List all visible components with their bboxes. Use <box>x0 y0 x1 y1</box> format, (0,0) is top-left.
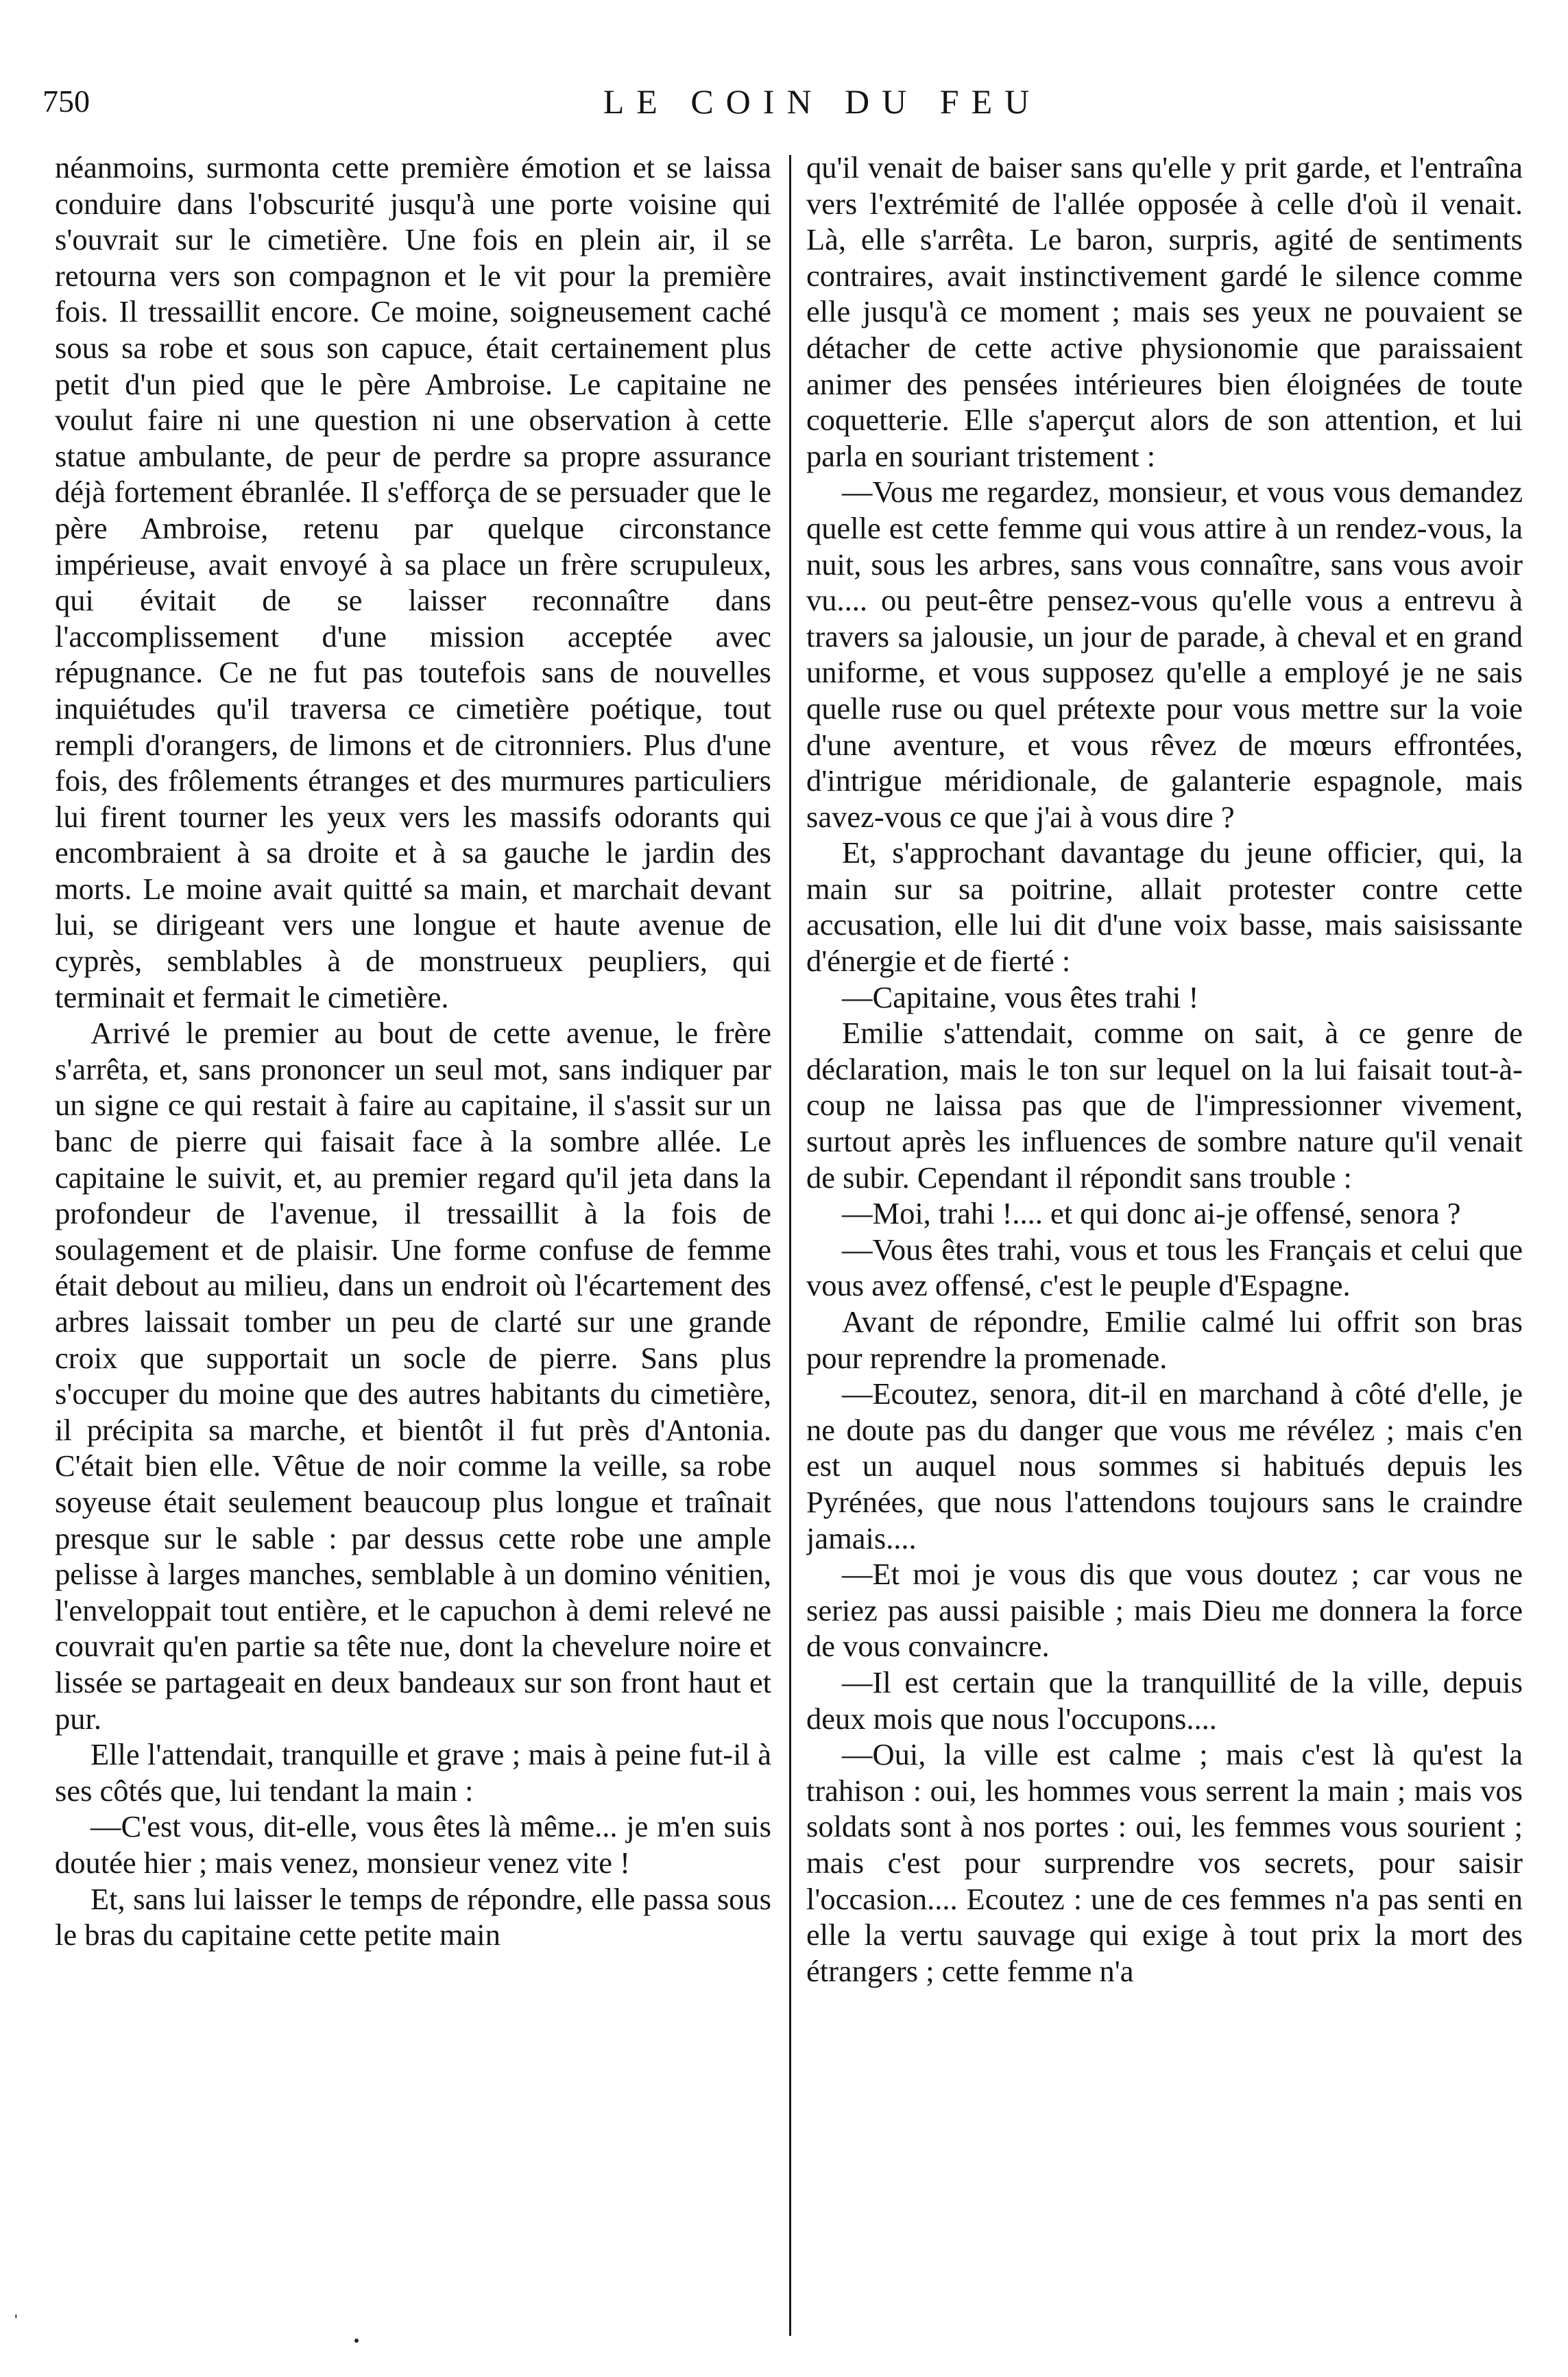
running-title: LE COIN DU FEU <box>603 82 1042 121</box>
paragraph: néanmoins, surmonta cette première émotion et se laissa conduire dans l'obscurité jusqu'à une porte voisine qui s'ouvrait sur le cimetière. Une fois en plein air, il se retourna vers son compagnon et le vit pour la première fois. Il tressaillit encore. Ce moine, soigneusement caché sous sa robe et sous son capuce, était certainement plus petit d'un pied que le père Ambroise. Le capitaine ne voulut faire ni une question ni une observation à cette statue ambulante, de peur de perdre sa propre assurance déjà fortement ébranlée. Il s'efforça de se persuader que le père Ambroise, retenu par quelque circonstance impérieuse, avait envoyé à sa place un frère scrupuleux, qui évitait de se laisser reconnaître dans l'accomplissement d'une mission acceptée avec répugnance. Ce ne fut pas toutefois sans de nouvelles inquiétudes qu'il traversa ce cimetière poétique, tout rempli d'orangers, de limons et de citronniers. Plus d'une fois, des frôlements étranges et des murmures particuliers lui firent tourner les yeux vers les massifs odorants qui encombraient à sa droite et à sa gauche le jardin des morts. Le moine avait quitté sa main, et marchait devant lui, se dirigeant vers une longue et haute avenue de cyprès, semblables à de monstrueux peupliers, qui terminait et fermait le cimetière. <box>55 150 771 1014</box>
paragraph: —Oui, la ville est calme ; mais c'est là qu'est la trahison : oui, les hommes vous serrent la main ; mais vos soldats sont à nos portes : oui, les femmes vous sourient ; mais c'est pour surprendre vos secrets, pour saisir l'occasion.... Ecoutez : une de ces femmes n'a pas senti en elle la vertu sauvage qui exige à tout prix la mort des étrangers ; cette femme n'a <box>806 1737 1523 1988</box>
paragraph: —Moi, trahi !.... et qui donc ai-je offensé, senora ? <box>842 1196 1461 1231</box>
left-column <box>55 150 771 2351</box>
column-divider <box>789 155 791 2336</box>
paragraph: qu'il venait de baiser sans qu'elle y prit garde, et l'entraîna vers l'extrémité de l'allée opposée à celle d'où il venait. Là, elle s'arrêta. Le baron, surpris, agité de sentiments contraires, avait instinctivement gardé le silence comme elle jusqu'à ce moment ; mais ses yeux ne pouvaient se détacher de cette active physionomie que paraissaient animer des pensées intérieures bien éloignées de toute coquetterie. Elle s'aperçut alors de son attention, et lui parla en souriant tristement : <box>806 150 1523 473</box>
paragraph: —Ecoutez, senora, dit-il en marchand à côté d'elle, je ne doute pas du danger que vous me révélez ; mais c'en est un auquel nous sommes si habitués depuis les Pyrénées, que nous l'attendons toujours sans le craindre jamais.... <box>806 1376 1523 1555</box>
paragraph: —C'est vous, dit-elle, vous êtes là même... je m'en suis doutée hier ; mais venez, monsieur venez vite ! <box>55 1809 771 1880</box>
paragraph: —Vous êtes trahi, vous et tous les Français et celui que vous avez offensé, c'est le peuple d'Espagne. <box>806 1232 1523 1303</box>
paragraph: Elle l'attendait, tranquille et grave ; mais à peine fut-il à ses côtés que, lui tendant la main : <box>55 1737 771 1808</box>
paragraph: Et, s'approchant davantage du jeune officier, qui, la main sur sa poitrine, allait protester contre cette accusation, elle lui dit d'une voix basse, mais saisissante d'énergie et de fierté : <box>806 835 1523 979</box>
paragraph: Et, sans lui laisser le temps de répondre, elle passa sous le bras du capitaine cette petite main <box>55 1881 771 1952</box>
page-header <box>43 81 1520 129</box>
paragraph: —Et moi je vous dis que vous doutez ; car vous ne seriez pas aussi paisible ; mais Dieu me donnera la force de vous convaincre. <box>806 1557 1523 1664</box>
margin-tick-mark: ˌ <box>12 2293 20 2318</box>
page-number: 750 <box>43 84 90 119</box>
right-column <box>806 150 1523 2351</box>
ink-speck <box>354 2339 359 2343</box>
paragraph: —Il est certain que la tranquillité de la ville, depuis deux mois que nous l'occupons.... <box>806 1664 1523 1736</box>
paragraph: —Vous me regardez, monsieur, et vous vous demandez quelle est cette femme qui vous attire à un rendez-vous, la nuit, sous les arbres, sans vous connaître, sans vous avoir vu.... ou peut-être pensez-vous qu'elle vous a entrevu à travers sa jalousie, un jour de parade, à cheval et en grand uniforme, et vous supposez qu'elle a employé je ne sais quelle ruse ou quel prétexte pour vous mettre sur la voie d'une aventure, et vous rêvez de mœurs effrontées, d'intrigue méridionale, de galanterie espagnole, mais savez-vous ce que j'ai à vous dire ? <box>806 475 1523 834</box>
paragraph: Arrivé le premier au bout de cette avenue, le frère s'arrêta, et, sans prononcer un seul mot, sans indiquer par un signe ce qui restait à faire au capitaine, il s'assit sur un banc de pierre qui faisait face à la sombre allée. Le capitaine le suivit, et, au premier regard qu'il jeta dans la profondeur de l'avenue, il tressaillit à la fois de soulagement et de plaisir. Une forme confuse de femme était debout au milieu, dans un endroit où l'écartement des arbres laissait tomber un peu de clarté sur une grande croix que supportait un socle de pierre. Sans plus s'occuper du moine que des autres habitants du cimetière, il précipita sa marche, et bientôt il fut près d'Antonia. C'était bien elle. Vêtue de noir comme la veille, sa robe soyeuse était seulement beaucoup plus longue et traînait presque sur le sable : par dessus cette robe une ample pelisse à larges manches, semblable à un domino vénitien, l'enveloppait tout entière, et le capuchon à demi relevé ne couvrait qu'en partie sa tête nue, dont la chevelure noire et lissée se partageait en deux bandeaux sur son front haut et pur. <box>55 1016 771 1736</box>
paragraph: —Capitaine, vous êtes trahi ! <box>842 979 1199 1014</box>
paragraph: Emilie s'attendait, comme on sait, à ce genre de déclaration, mais le ton sur lequel on la lui faisait tout-à-coup ne laissa pas que de l'impressionner vivement, surtout après les influences de sombre nature qu'il venait de subir. Cependant il répondit sans trouble : <box>806 1016 1523 1195</box>
paragraph: Avant de répondre, Emilie calmé lui offrit son bras pour reprendre la promenade. <box>806 1304 1523 1375</box>
